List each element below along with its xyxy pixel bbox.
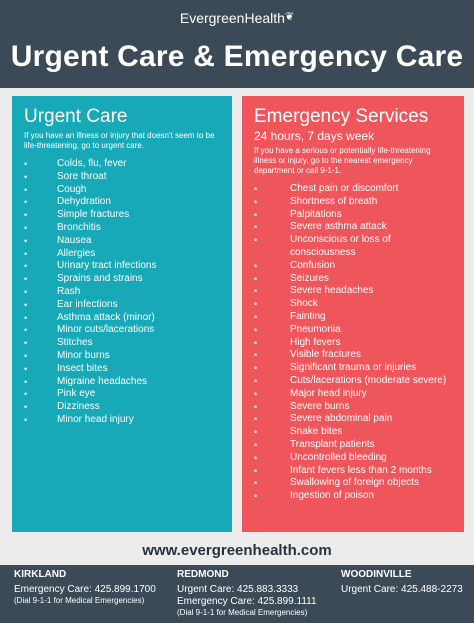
list-item: • Insect bites: [24, 363, 220, 376]
list-item: • Shortness of breath: [254, 196, 452, 209]
list-item: • Dehydration: [24, 196, 220, 209]
list-item: • Palpitations: [254, 209, 452, 222]
location-phone: Emergency Care: 425.899.1700: [14, 584, 156, 595]
list-item: • Stitches: [24, 337, 220, 350]
emergency-intro: If you have a serious or potentially life-threatening illness or injury, go to the nearest emergency department or call 9-1-1.: [254, 146, 431, 175]
locations-footer: [0, 565, 474, 623]
list-item: • Severe asthma attack: [254, 221, 452, 234]
list-item: • Chest pain or discomfort: [254, 183, 452, 196]
urgent-care-list: [24, 158, 220, 427]
list-item: • Minor cuts/lacerations: [24, 324, 220, 337]
location-name: WOODINVILLE: [341, 569, 412, 580]
list-item: • Nausea: [24, 235, 220, 248]
location-redmond: [177, 569, 317, 618]
emergency-services-panel: [242, 96, 464, 532]
list-item: • Bronchitis: [24, 222, 220, 235]
list-item: • Unconscious or loss of consciousness: [254, 234, 452, 260]
list-item: • Seizures: [254, 273, 452, 286]
list-item: • Minor head injury: [24, 414, 220, 427]
location-name: KIRKLAND: [14, 569, 67, 580]
list-item: • Migraine headaches: [24, 376, 220, 389]
urgent-care-panel: [12, 96, 232, 532]
list-item: • Transplant patients: [254, 439, 452, 452]
list-item: • Severe abdominal pain: [254, 413, 452, 426]
list-item: • Swallowing of foreign objects: [254, 477, 452, 490]
location-woodinville: [341, 569, 463, 596]
list-item: • Pink eye: [24, 388, 220, 401]
list-item: • Sprains and strains: [24, 273, 220, 286]
location-name: REDMOND: [177, 569, 229, 580]
list-item: • Cough: [24, 184, 220, 197]
emergency-list: [254, 183, 452, 503]
location-note: (Dial 9-1-1 for Medical Emergencies): [14, 596, 145, 605]
list-item: • High fevers: [254, 337, 452, 350]
list-item: • Fainting: [254, 311, 452, 324]
list-item: • Asthma attack (minor): [24, 312, 220, 325]
location-phone: Urgent Care: 425.883.3333: [177, 584, 299, 595]
emergency-heading: Emergency Services: [254, 106, 429, 127]
list-item: • Colds, flu, fever: [24, 158, 220, 171]
leaf-icon: ❦: [284, 11, 295, 23]
brand-name: EvergreenHealth: [179, 10, 285, 26]
list-item: • Cuts/lacerations (moderate severe): [254, 375, 452, 388]
location-kirkland: [14, 569, 156, 606]
brand-logo: [0, 10, 474, 26]
list-item: • Severe headaches: [254, 285, 452, 298]
list-item: • Visible fractures: [254, 349, 452, 362]
list-item: • Confusion: [254, 260, 452, 273]
list-item: • Rash: [24, 286, 220, 299]
list-item: • Ear infections: [24, 299, 220, 312]
list-item: • Infant fevers less than 2 months: [254, 465, 452, 478]
location-phone: Emergency Care: 425.899.1111: [177, 596, 317, 607]
list-item: • Dizziness: [24, 401, 220, 414]
website-link[interactable]: www.evergreenhealth.com: [142, 542, 332, 559]
list-item: • Major head injury: [254, 388, 452, 401]
emergency-hours: 24 hours, 7 days week: [254, 129, 375, 143]
list-item: • Significant trauma or injuries: [254, 362, 452, 375]
list-item: • Shock: [254, 298, 452, 311]
header: [0, 0, 474, 88]
list-item: • Simple fractures: [24, 209, 220, 222]
list-item: • Ingestion of poison: [254, 490, 452, 503]
list-item: • Snake bites: [254, 426, 452, 439]
location-note: (Dial 9-1-1 for Medical Emergencies): [177, 608, 308, 617]
list-item: • Sore throat: [24, 171, 220, 184]
urgent-care-intro: If you have an illness or injury that doesn't seem to be life-threatening, go to urgent care.: [24, 131, 215, 150]
list-item: • Allergies: [24, 248, 220, 261]
page-title: Urgent Care & Emergency Care: [10, 40, 464, 73]
list-item: • Minor burns: [24, 350, 220, 363]
list-item: • Urinary tract infections: [24, 260, 220, 273]
list-item: • Uncontrolled bleeding: [254, 452, 452, 465]
location-phone: Urgent Care: 425.488-2273: [341, 584, 463, 595]
list-item: • Severe burns: [254, 401, 452, 414]
list-item: • Pneumonia: [254, 324, 452, 337]
urgent-care-heading: Urgent Care: [24, 106, 128, 127]
